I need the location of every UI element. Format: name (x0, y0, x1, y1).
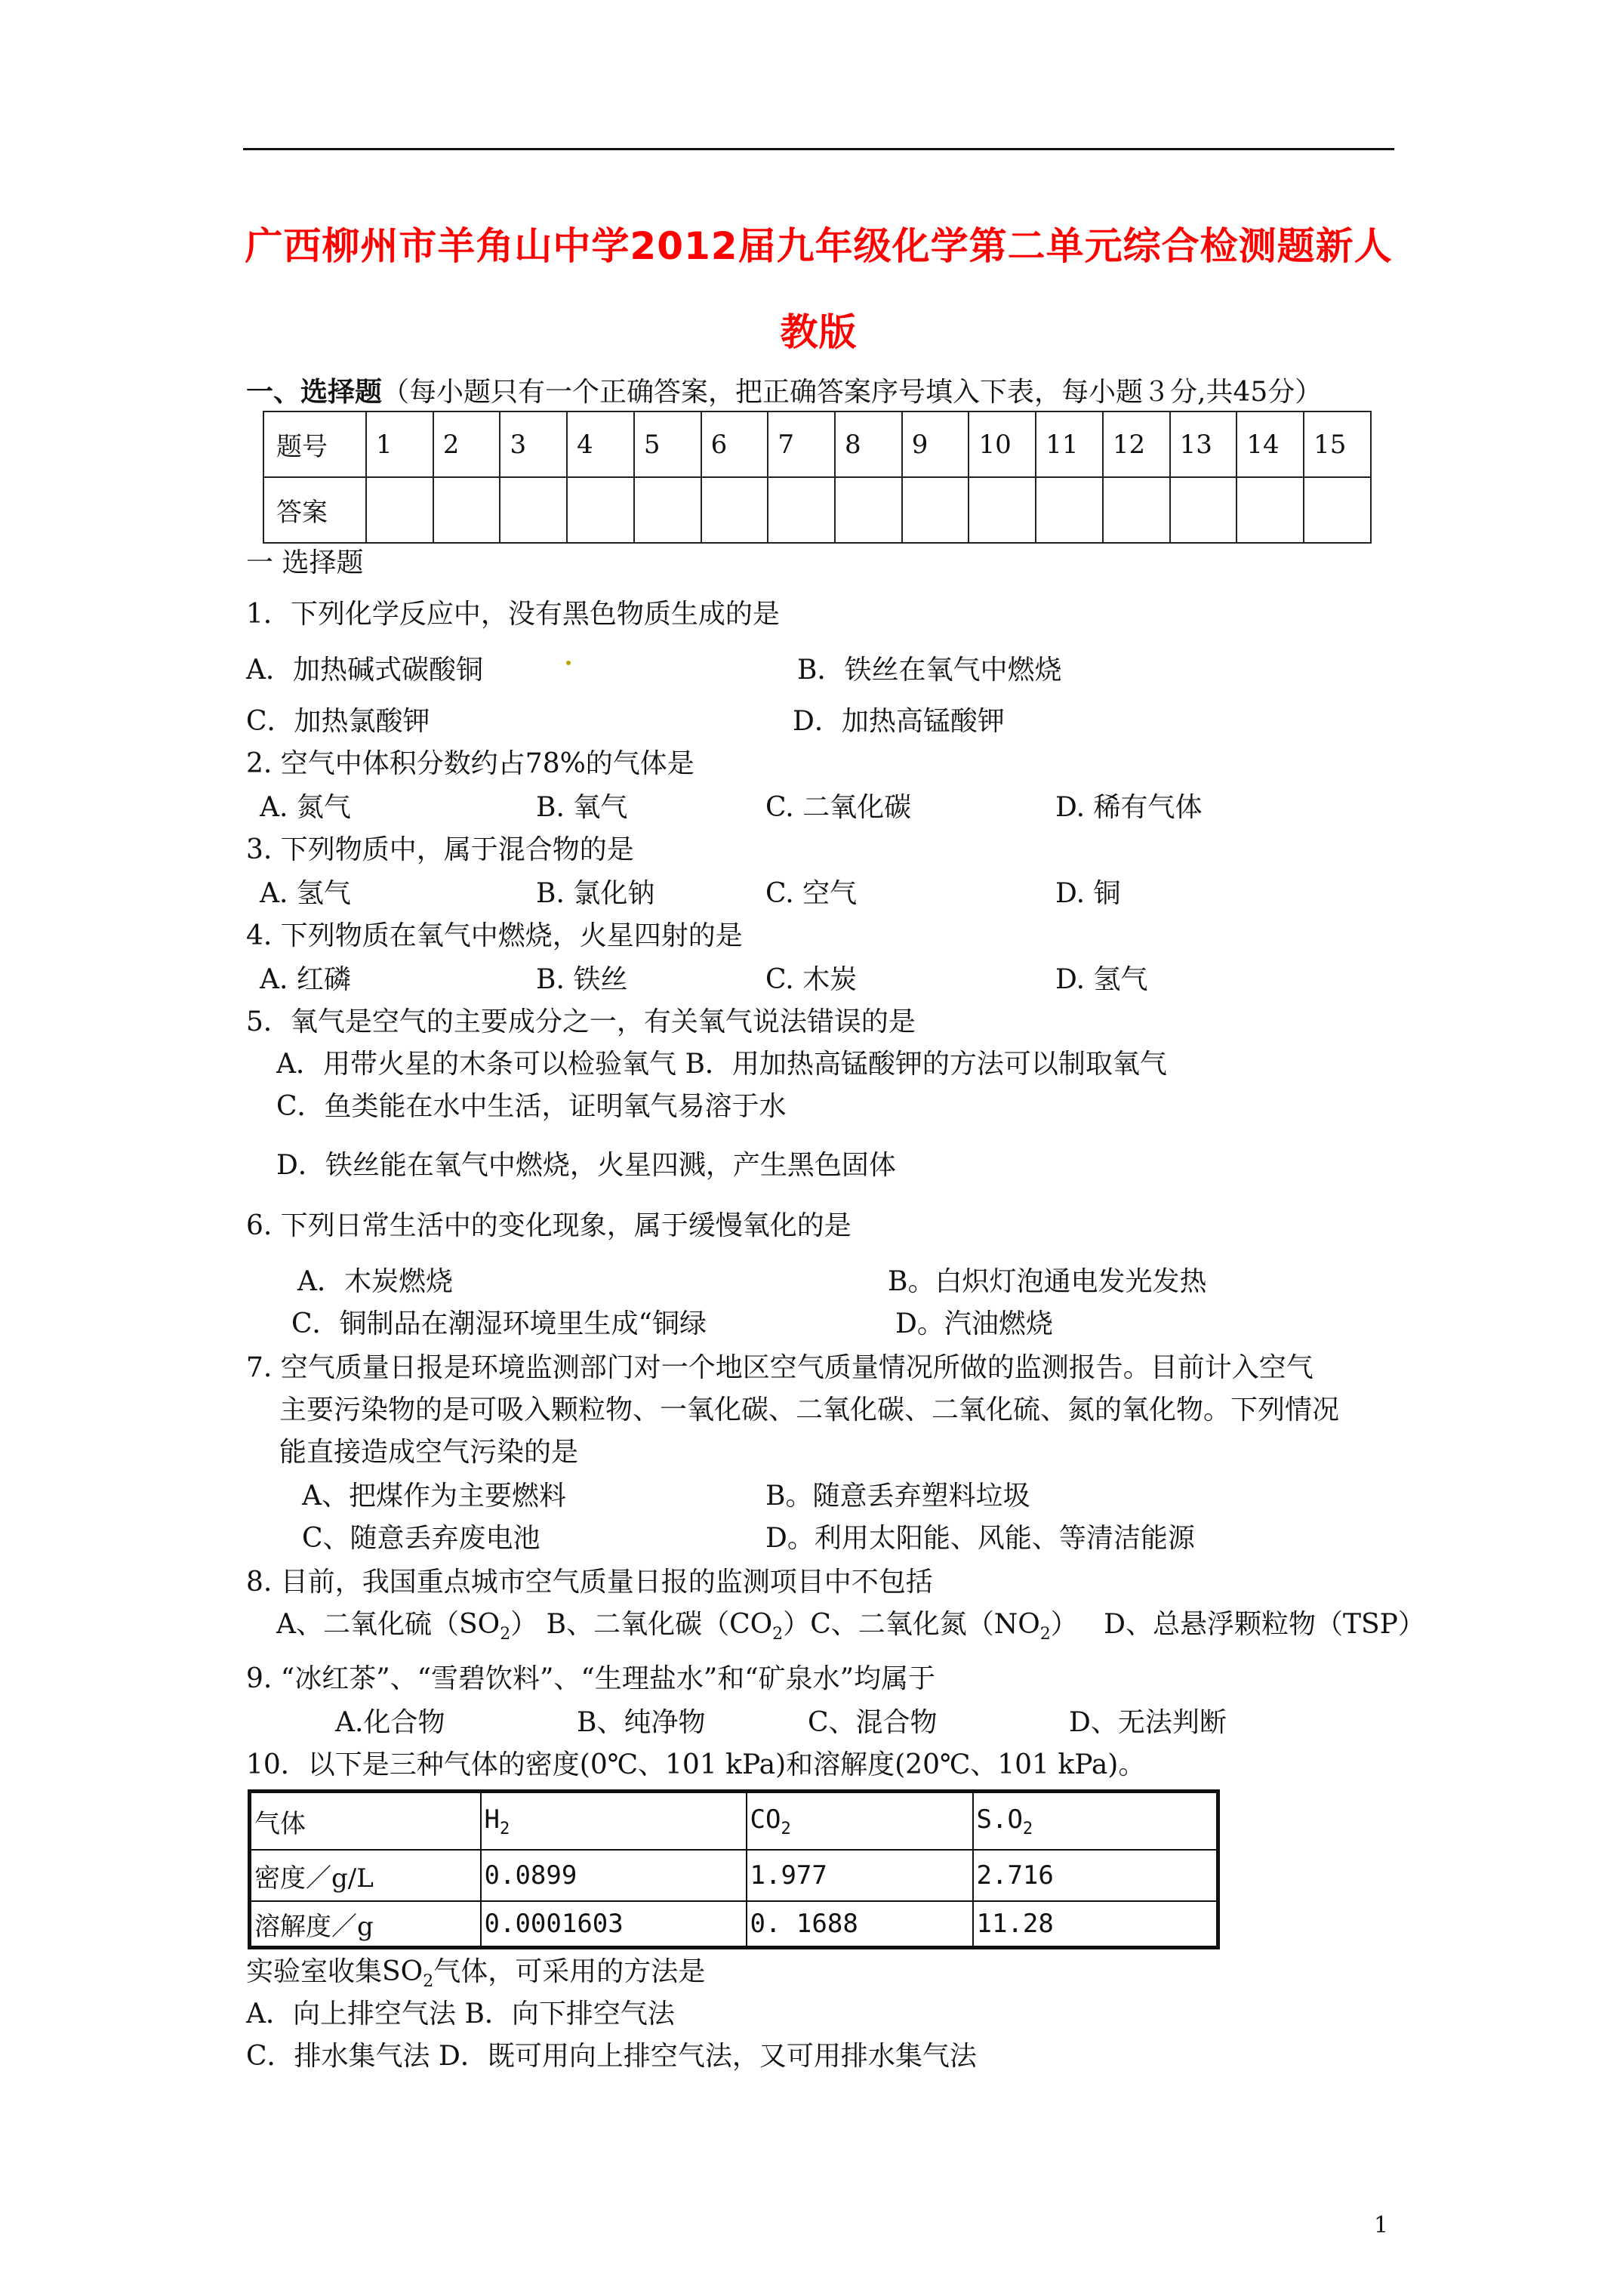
gas-table-header-cell: $H_2$ (481, 1792, 747, 1851)
question-4-option-d: D. 氢气 (1055, 964, 1148, 995)
question-2-option-c: C. 二氧化碳 (765, 792, 912, 823)
answer-cell[interactable] (567, 477, 634, 543)
question-6-option-b: B。白炽灯泡通电发光发热 (888, 1266, 1207, 1297)
question-number-cell: 3 (500, 411, 567, 477)
answer-table-number-row (263, 411, 1371, 477)
question-6-option-a: A．木炭燃烧 (297, 1266, 453, 1297)
question-7-option-a: A、把煤作为主要燃料 (302, 1481, 566, 1512)
answer-cell[interactable] (634, 477, 701, 543)
page-number: 1 (1374, 2212, 1389, 2239)
question-10-stem: 10．以下是三种气体的密度(0℃、101 kPa)和溶解度(20℃、101 kPa)。 (246, 1749, 1146, 1780)
question-8-options (276, 1611, 1425, 1643)
gas-table-cell: 密度／g/L (250, 1850, 481, 1901)
answer-cell[interactable] (1236, 477, 1304, 543)
question-1-option-c: C．加热氯酸钾 (246, 706, 430, 737)
question-10-followup: 实验室收集$SO_2$气体，可采用的方法是 (246, 1956, 706, 1992)
question-4-option-b: B. 铁丝 (536, 964, 628, 995)
gas-table-cell: 0. 1688 (747, 1901, 973, 1948)
question-3-stem: 3. 下列物质中，属于混合物的是 (246, 834, 634, 865)
question-1-option-a: A．加热碱式碳酸铜 (246, 655, 483, 686)
question-4-option-a: A. 红磷 (260, 964, 351, 995)
question-5-options-ab: A．用带火星的木条可以检验氧气 B．用加热高锰酸钾的方法可以制取氧气 (276, 1049, 1167, 1080)
answer-cell[interactable] (1304, 477, 1371, 543)
question-2-option-a: A. 氮气 (260, 792, 351, 823)
question-1-option-b: B．铁丝在氧气中燃烧 (797, 655, 1062, 686)
question-2-stem: 2. 空气中体积分数约占78%的气体是 (246, 748, 694, 779)
question-7-option-d: D。利用太阳能、风能、等清洁能源 (765, 1523, 1195, 1554)
question-number-cell: 14 (1236, 411, 1304, 477)
section-heading (246, 379, 1322, 406)
answer-cell[interactable] (1103, 477, 1170, 543)
answer-cell[interactable] (433, 477, 500, 543)
answer-table (263, 411, 1372, 544)
question-3-option-d: D. 铜 (1055, 878, 1121, 909)
question-4-stem: 4. 下列物质在氧气中燃烧，火星四射的是 (246, 920, 743, 951)
question-3-option-a: A. 氢气 (260, 878, 351, 909)
answer-table-row-label: 答案 (263, 477, 366, 543)
question-10-options-cd: C．排水集气法 D．既可用向上排空气法，又可用排水集气法 (246, 2041, 977, 2072)
question-7-stem-line1: 7. 空气质量日报是环境监测部门对一个地区空气质量情况所做的监测报告。目前计入空气 (246, 1352, 1313, 1383)
question-5-stem: 5．氧气是空气的主要成分之一，有关氧气说法错误的是 (246, 1006, 916, 1037)
stray-dot (566, 661, 571, 665)
question-4-option-c: C. 木炭 (765, 964, 858, 995)
question-number-cell: 13 (1170, 411, 1237, 477)
question-1-stem: 1．下列化学反应中，没有黑色物质生成的是 (246, 599, 780, 630)
answer-cell[interactable] (701, 477, 768, 543)
gas-table-cell: 11.28 (973, 1901, 1218, 1948)
answer-cell[interactable] (969, 477, 1036, 543)
answer-cell[interactable] (768, 477, 835, 543)
question-1-option-d: D．加热高锰酸钾 (793, 706, 1005, 737)
question-number-cell: 1 (366, 411, 433, 477)
question-8-option-b: B、二氧化碳$(CO_2)$ (546, 1609, 811, 1644)
section-title: 一、选择题 (246, 377, 383, 408)
question-9-option-b: B、纯净物 (577, 1707, 706, 1738)
gas-table-cell: 0.0899 (481, 1850, 747, 1901)
question-number-cell: 8 (835, 411, 902, 477)
question-5-option-d: D．铁丝能在氧气中燃烧，火星四溅，产生黑色固体 (276, 1150, 896, 1181)
question-8-option-d: D、总悬浮颗粒物（TSP） (1104, 1609, 1425, 1640)
gas-table-cell: 1.977 (747, 1850, 973, 1901)
question-number-cell: 11 (1036, 411, 1103, 477)
question-number-cell: 2 (433, 411, 500, 477)
answer-cell[interactable] (366, 477, 433, 543)
question-7-option-c: C、随意丢弃废电池 (302, 1523, 540, 1554)
gas-properties-table (248, 1789, 1220, 1949)
question-7-stem-line2: 主要污染物的是可吸入颗粒物、一氧化碳、二氧化碳、二氧化硫、氮的氧化物。下列情况 (279, 1395, 1340, 1425)
question-number-cell: 10 (969, 411, 1036, 477)
question-6-stem: 6. 下列日常生活中的变化现象，属于缓慢氧化的是 (246, 1210, 852, 1241)
question-2-option-d: D. 稀有气体 (1055, 792, 1203, 823)
question-6-option-c: C．铜制品在潮湿环境里生成“铜绿 (291, 1308, 707, 1339)
gas-table-cell: 溶解度／g (250, 1901, 481, 1948)
question-10-options-ab: A．向上排空气法 B．向下排空气法 (246, 1999, 675, 2029)
question-6-option-d: D。汽油燃烧 (895, 1308, 1053, 1339)
question-number-cell: 4 (567, 411, 634, 477)
page-title-line2: 教版 (780, 310, 858, 354)
gas-table-header-row (250, 1792, 1218, 1851)
question-8-option-a: A、二氧化硫$(SO_2)$ (276, 1609, 538, 1644)
gas-table-header-cell: 气体 (250, 1792, 481, 1851)
answer-cell[interactable] (500, 477, 567, 543)
question-3-option-c: C. 空气 (765, 878, 858, 909)
question-9-option-d: D、无法判断 (1069, 1707, 1227, 1738)
question-number-cell: 9 (902, 411, 969, 477)
answer-table-answer-row (263, 477, 1371, 543)
gas-table-header-cell: $CO_2$ (747, 1792, 973, 1851)
gas-table-row-solubility (250, 1901, 1218, 1948)
page-title-line1: 广西柳州市羊角山中学2012届九年级化学第二单元综合检测题新人 (245, 224, 1393, 268)
answer-table-row-label: 题号 (263, 411, 366, 477)
gas-table-row-density (250, 1850, 1218, 1901)
question-3-option-b: B. 氯化钠 (536, 878, 655, 909)
gas-table-cell: 0.0001603 (481, 1901, 747, 1948)
question-5-option-c: C．鱼类能在水中生活，证明氧气易溶于水 (276, 1091, 787, 1122)
question-9-stem: 9. “冰红茶”、“雪碧饮料”、“生理盐水”和“矿泉水”均属于 (246, 1663, 936, 1694)
answer-cell[interactable] (902, 477, 969, 543)
question-2-option-b: B. 氧气 (536, 792, 628, 823)
question-number-cell: 5 (634, 411, 701, 477)
answer-cell[interactable] (835, 477, 902, 543)
header-rule (243, 148, 1394, 150)
question-number-cell: 12 (1103, 411, 1170, 477)
answer-cell[interactable] (1036, 477, 1103, 543)
gas-table-cell: 2.716 (973, 1850, 1218, 1901)
question-8-option-c: C、二氧化氮$(NO_2)$ (810, 1609, 1078, 1644)
answer-cell[interactable] (1170, 477, 1237, 543)
question-7-option-b: B。随意丢弃塑料垃圾 (765, 1481, 1030, 1512)
question-8-stem: 8. 目前，我国重点城市空气质量日报的监测项目中不包括 (246, 1567, 933, 1598)
subsection-heading: 一 选择题 (246, 547, 364, 578)
question-number-cell: 15 (1304, 411, 1371, 477)
question-number-cell: 7 (768, 411, 835, 477)
question-9-option-c: C、混合物 (808, 1707, 938, 1738)
question-7-stem-line3: 能直接造成空气污染的是 (279, 1437, 579, 1468)
gas-table-header-cell: $S.O_2$ (973, 1792, 1218, 1851)
section-instruction: （每小题只有一个正确答案，把正确答案序号填入下表，每小题３分,共45分） (382, 377, 1323, 408)
question-9-option-a: A.化合物 (335, 1707, 445, 1738)
question-number-cell: 6 (701, 411, 768, 477)
